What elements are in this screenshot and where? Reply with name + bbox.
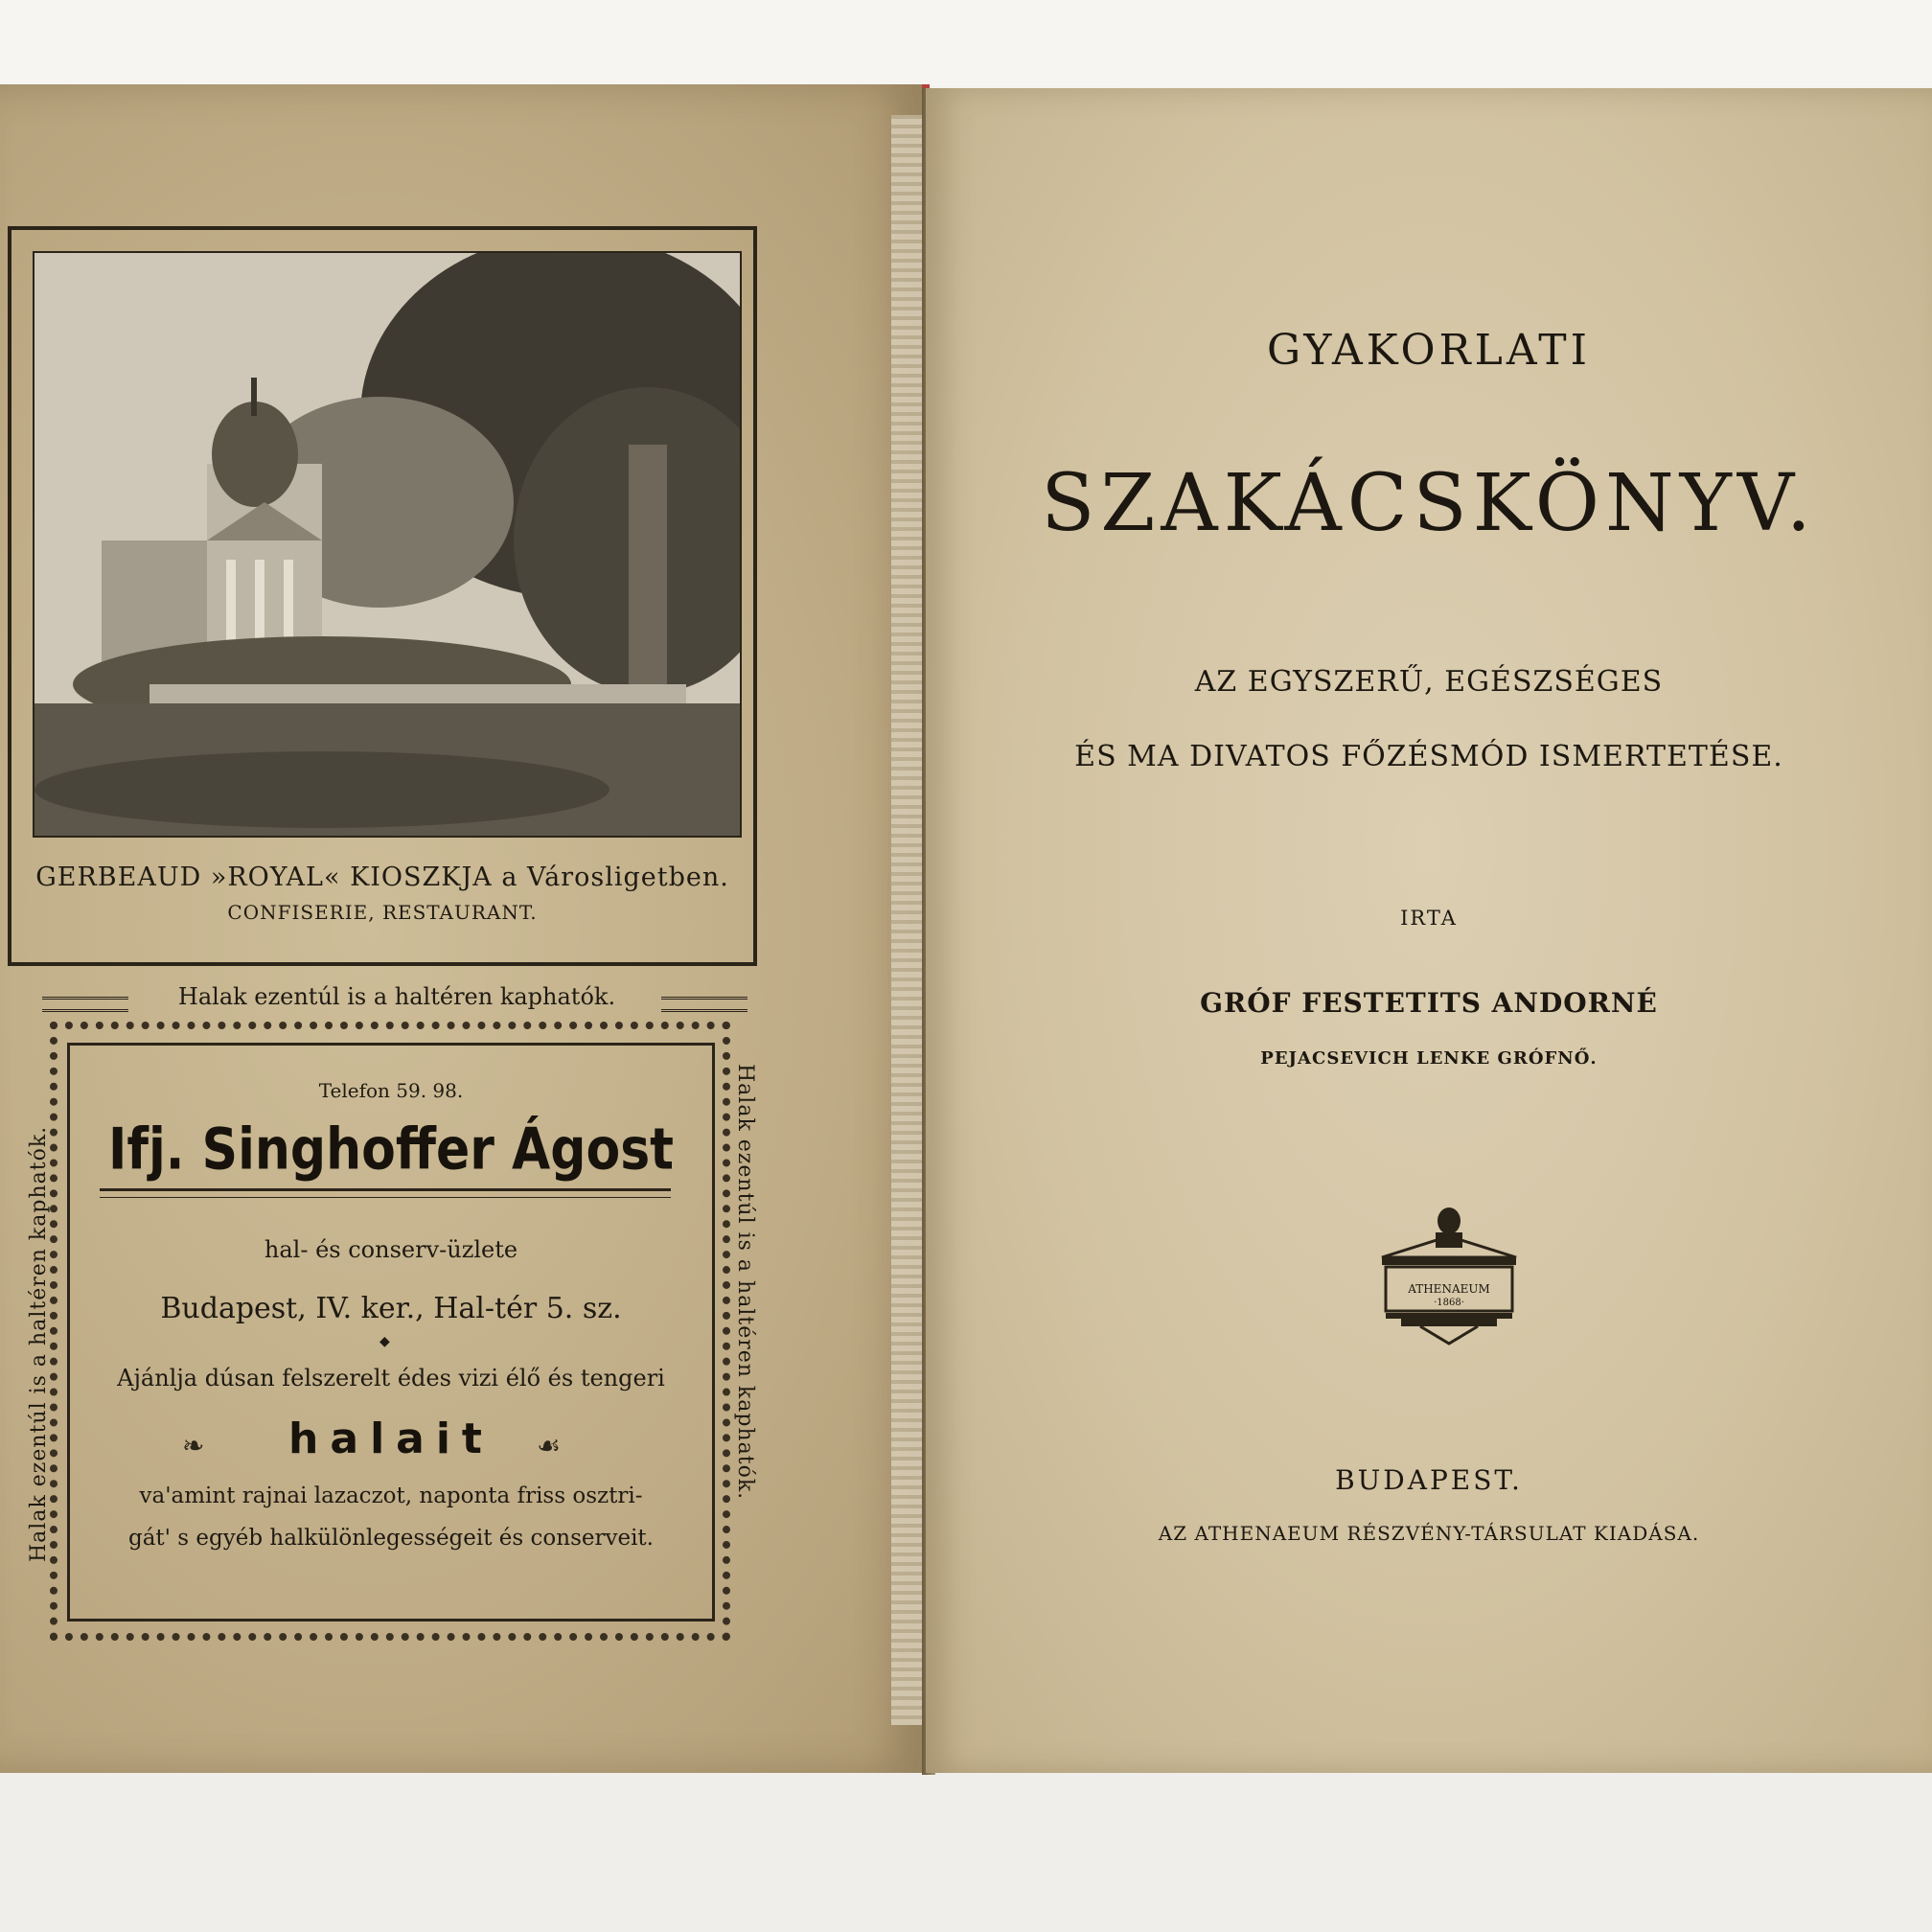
author-subtitle: PEJACSEVICH LENKE GRÓFNŐ.: [1260, 1048, 1598, 1069]
ornament-dot-icon: ◆: [380, 1334, 390, 1349]
gerbeaud-subtitle: CONFISERIE, RESTAURANT.: [227, 901, 538, 924]
singhoffer-halait: halait: [288, 1414, 494, 1463]
name-underline: [100, 1188, 671, 1198]
singhoffer-phone: Telefon 59. 98.: [318, 1079, 464, 1102]
singhoffer-line5: gát' s egyéb halkülönlegességeit és conserveit.: [127, 1526, 654, 1551]
gerbeaud-advertisement: [8, 226, 757, 966]
halak-banner: Halak ezentúl is a haltéren kaphatók.: [177, 983, 616, 1010]
side-text-right: Halak ezentúl is a haltéren kaphatók.: [733, 1064, 757, 1501]
side-text-left: Halak ezentúl is a haltéren kaphatók.: [27, 1125, 51, 1562]
singhoffer-line1: hal- és conserv-üzlete: [264, 1236, 518, 1263]
background-bottom: [0, 1773, 1932, 1932]
singhoffer-line3: Ajánlja dúsan felszerelt édes vizi élő és tengeri: [117, 1365, 665, 1392]
singhoffer-address: Budapest, IV. ker., Hal-tér 5. sz.: [160, 1292, 622, 1325]
title-small: GYAKORLATI: [1267, 326, 1591, 375]
publication-city: BUDAPEST.: [1335, 1464, 1523, 1496]
title-large: SZAKÁCSKÖNYV.: [1041, 458, 1817, 549]
irta-label: IRTA: [1400, 907, 1458, 930]
leaf-ornament-right-icon: ☙: [537, 1430, 562, 1461]
subtitle-line-1: AZ EGYSZERŰ, EGÉSZSÉGES: [1194, 665, 1664, 699]
logo-year: ·1868·: [1434, 1298, 1464, 1308]
publisher: AZ ATHENAEUM RÉSZVÉNY-TÁRSULAT KIADÁSA.: [1158, 1522, 1700, 1545]
logo-text: ATHENAEUM: [1408, 1282, 1490, 1296]
background-top: [0, 0, 1932, 86]
leaf-ornament-left-icon: ❧: [182, 1430, 205, 1461]
kiosk-photo-image: [34, 253, 740, 836]
singhoffer-name: Ifj. Singhoffer Ágost: [107, 1116, 675, 1184]
singhoffer-line4: va'amint rajnai lazaczot, naponta friss osztri-: [139, 1484, 643, 1508]
kiosk-photograph: [33, 251, 742, 838]
athenaeum-logo-icon: [1372, 1200, 1526, 1346]
spine-hinge-cloth: [891, 115, 924, 1725]
author-name: GRÓF FESTETITS ANDORNÉ: [1200, 987, 1658, 1019]
gerbeaud-title: GERBEAUD »ROYAL« KIOSZKJA a Városligetben.: [35, 862, 729, 892]
subtitle-line-2: ÉS MA DIVATOS FŐZÉSMÓD ISMERTETÉSE.: [1074, 740, 1783, 773]
